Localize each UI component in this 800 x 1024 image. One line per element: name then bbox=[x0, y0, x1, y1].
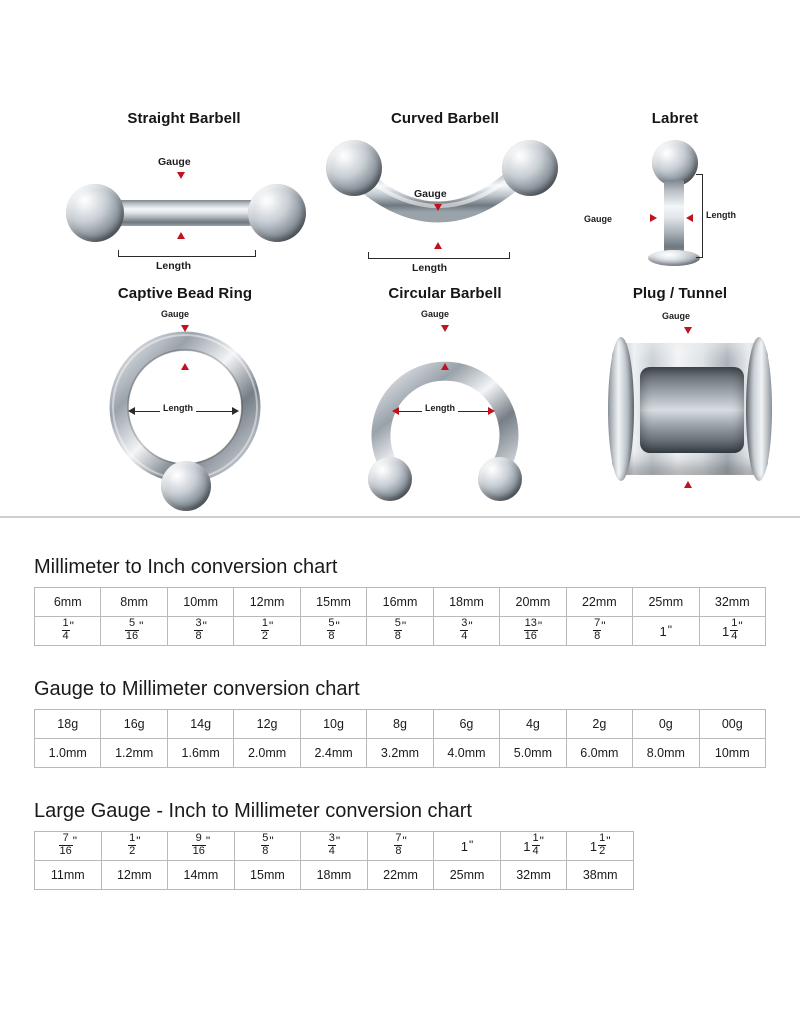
table-cell: $\frac{5}{8}$ " bbox=[234, 832, 301, 861]
table-cell: $\frac{7}{8}$ " bbox=[367, 832, 434, 861]
table-cell: $\frac{3}{4}$ " bbox=[433, 617, 499, 646]
table-cell: $\frac{3}{4}$ " bbox=[301, 832, 368, 861]
table-cell: 12g bbox=[234, 710, 300, 739]
table-cell: 2.0mm bbox=[234, 739, 300, 768]
table-cell: 15mm bbox=[234, 861, 301, 890]
section-mm-to-inch bbox=[0, 518, 800, 646]
diagram-title: Circular Barbell bbox=[388, 285, 502, 302]
table-cell: 12mm bbox=[101, 861, 168, 890]
length-label: Length bbox=[160, 403, 196, 413]
table-cell: 18mm bbox=[433, 588, 499, 617]
barbell-ball-left bbox=[66, 184, 124, 242]
gauge-label: Gauge bbox=[662, 311, 691, 321]
table-cell: 11mm bbox=[35, 861, 102, 890]
barbell-shaft bbox=[112, 200, 260, 226]
table-cell: 38mm bbox=[567, 861, 634, 890]
diagram-plug-tunnel bbox=[600, 285, 780, 500]
length-label: Length bbox=[412, 262, 447, 274]
diagram-straight-barbell bbox=[60, 110, 308, 280]
diagram-title: Straight Barbell bbox=[127, 110, 241, 127]
length-label: Length bbox=[422, 403, 458, 413]
table-cell: 25mm bbox=[434, 861, 501, 890]
circular-ball-left bbox=[368, 457, 412, 501]
table-cell: 16mm bbox=[367, 588, 433, 617]
table-cell: 1.0mm bbox=[35, 739, 101, 768]
table-cell: 8g bbox=[367, 710, 433, 739]
table-cell: 1 $\frac{1}{4}$ " bbox=[500, 832, 567, 861]
diagram-labret bbox=[584, 110, 770, 290]
gauge-arrow-down-icon bbox=[684, 327, 692, 334]
length-label: Length bbox=[706, 210, 736, 220]
gauge-label: Gauge bbox=[414, 188, 447, 200]
diagram-title: Curved Barbell bbox=[390, 110, 500, 127]
table-cell: 4g bbox=[500, 710, 566, 739]
table-row bbox=[35, 861, 634, 890]
table-cell: 14mm bbox=[168, 861, 235, 890]
gauge-arrow-up-icon bbox=[684, 481, 692, 488]
table-cell: $\frac{3}{8}$ " bbox=[167, 617, 233, 646]
gauge-arrow-left-icon bbox=[686, 214, 693, 222]
length-label: Length bbox=[156, 260, 191, 272]
length-arrow-right-icon bbox=[488, 407, 495, 415]
table-cell: 1" bbox=[434, 832, 501, 861]
labret-disc-base bbox=[648, 250, 700, 266]
table-cell: 8mm bbox=[101, 588, 167, 617]
curved-ball-right bbox=[502, 140, 558, 196]
length-arrow-left-icon bbox=[128, 407, 135, 415]
table-cell: 18mm bbox=[301, 861, 368, 890]
section-large-gauge bbox=[0, 768, 800, 890]
table-cell: 2.4mm bbox=[300, 739, 366, 768]
table-cell: 32mm bbox=[699, 588, 765, 617]
gauge-arrow-up-icon bbox=[441, 363, 449, 370]
table-cell: 20mm bbox=[500, 588, 566, 617]
table-cell: $\frac{13}{16}$ " bbox=[500, 617, 566, 646]
gauge-arrow-right-icon bbox=[650, 214, 657, 222]
gauge-arrow-down-icon bbox=[181, 325, 189, 332]
table-cell: 5.0mm bbox=[500, 739, 566, 768]
table-cell: 1 $\frac{1}{4}$ " bbox=[699, 617, 765, 646]
table-cell: 25mm bbox=[633, 588, 699, 617]
table-gauge-to-mm bbox=[34, 709, 766, 768]
length-arrow-left-icon bbox=[392, 407, 399, 415]
table-cell: 0g bbox=[633, 710, 699, 739]
diagram-title: Captive Bead Ring bbox=[117, 285, 253, 302]
gauge-arrow-up-icon bbox=[181, 363, 189, 370]
table-cell: 00g bbox=[699, 710, 765, 739]
table-row bbox=[35, 617, 766, 646]
section-title: Gauge to Millimeter conversion chart bbox=[34, 678, 360, 700]
length-bracket bbox=[368, 252, 510, 259]
table-cell: 10mm bbox=[167, 588, 233, 617]
table-cell: 15mm bbox=[300, 588, 366, 617]
table-row bbox=[35, 739, 766, 768]
gauge-label: Gauge bbox=[158, 156, 191, 168]
table-row bbox=[35, 832, 634, 861]
table-cell: 32mm bbox=[500, 861, 567, 890]
labret-shaft bbox=[664, 180, 684, 258]
table-cell: $\frac{5}{8}$ " bbox=[300, 617, 366, 646]
table-cell: 1" bbox=[633, 617, 699, 646]
conversion-charts bbox=[0, 518, 800, 890]
diagram-curved-barbell bbox=[320, 110, 570, 280]
table-cell: 14g bbox=[167, 710, 233, 739]
table-cell: 6.0mm bbox=[566, 739, 632, 768]
table-cell: 18g bbox=[35, 710, 101, 739]
table-cell: 22mm bbox=[566, 588, 632, 617]
table-cell: 6mm bbox=[35, 588, 101, 617]
tunnel-bore bbox=[640, 367, 744, 453]
captive-bead bbox=[161, 461, 211, 511]
gauge-arrow-down-icon bbox=[177, 172, 185, 179]
gauge-arrow-down-icon bbox=[434, 204, 442, 211]
table-row bbox=[35, 588, 766, 617]
tunnel-rim-right bbox=[746, 337, 772, 481]
table-cell: $\frac{1}{4}$ " bbox=[35, 617, 101, 646]
table-cell: 1 $\frac{1}{2}$ " bbox=[567, 832, 634, 861]
table-cell: 4.0mm bbox=[433, 739, 499, 768]
table-cell: $\frac{7}{8}$ " bbox=[566, 617, 632, 646]
table-cell: 1.2mm bbox=[101, 739, 167, 768]
table-cell: 3.2mm bbox=[367, 739, 433, 768]
table-cell: $\frac{1}{2}$ " bbox=[101, 832, 168, 861]
table-cell: 12mm bbox=[234, 588, 300, 617]
section-title: Large Gauge - Inch to Millimeter conversion chart bbox=[34, 800, 472, 822]
gauge-label: Gauge bbox=[421, 309, 450, 319]
section-gauge-to-mm bbox=[0, 646, 800, 768]
section-title: Millimeter to Inch conversion chart bbox=[34, 556, 338, 578]
tunnel-rim-left bbox=[608, 337, 634, 481]
circular-ball-right bbox=[478, 457, 522, 501]
length-bracket bbox=[118, 250, 256, 257]
length-arrow-right-icon bbox=[232, 407, 239, 415]
diagram-title: Plug / Tunnel bbox=[632, 285, 728, 302]
diagram-circular-barbell bbox=[320, 285, 570, 500]
table-cell: 16g bbox=[101, 710, 167, 739]
table-cell: $\frac{1}{2}$ " bbox=[234, 617, 300, 646]
gauge-label: Gauge bbox=[161, 309, 190, 319]
gauge-arrow-down-icon bbox=[441, 325, 449, 332]
table-cell: 2g bbox=[566, 710, 632, 739]
length-bracket bbox=[696, 174, 703, 258]
table-cell: 10g bbox=[300, 710, 366, 739]
table-cell: $\frac{9}{16}$ " bbox=[168, 832, 235, 861]
gauge-arrow-up-icon bbox=[434, 242, 442, 249]
gauge-arrow-up-icon bbox=[177, 232, 185, 239]
table-cell: 10mm bbox=[699, 739, 765, 768]
diagram-title: Labret bbox=[651, 110, 699, 127]
table-mm-to-inch bbox=[34, 587, 766, 646]
table-large-gauge bbox=[34, 831, 634, 890]
curved-ball-left bbox=[326, 140, 382, 196]
table-cell: $\frac{5}{8}$ " bbox=[367, 617, 433, 646]
gauge-label: Gauge bbox=[584, 214, 613, 224]
table-cell: 22mm bbox=[367, 861, 434, 890]
table-cell: 8.0mm bbox=[633, 739, 699, 768]
table-cell: 6g bbox=[433, 710, 499, 739]
table-cell: $\frac{5}{16}$ " bbox=[101, 617, 167, 646]
table-row bbox=[35, 710, 766, 739]
diagram-captive-bead-ring bbox=[60, 285, 310, 500]
barbell-ball-right bbox=[248, 184, 306, 242]
table-cell: $\frac{7}{16}$ " bbox=[35, 832, 102, 861]
table-cell: 1.6mm bbox=[167, 739, 233, 768]
